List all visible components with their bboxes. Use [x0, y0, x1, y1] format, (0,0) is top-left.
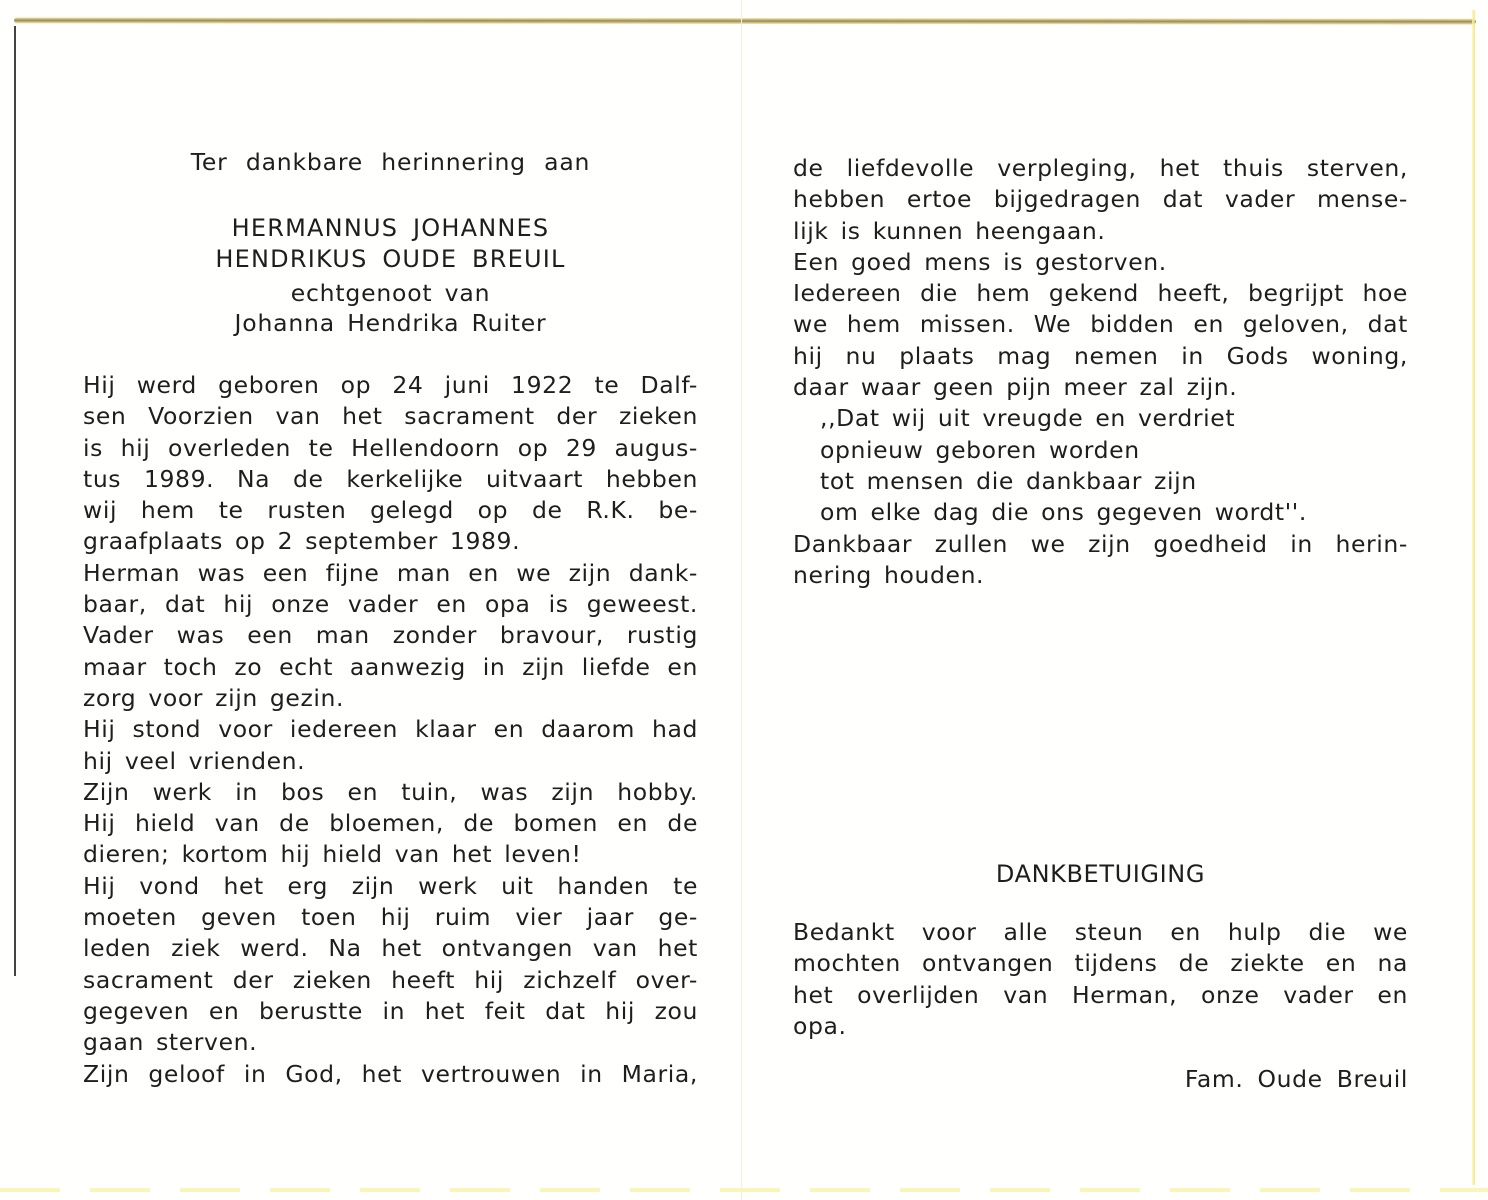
left-line: sacrament der zieken heeft hij zichzelf over- [83, 965, 698, 994]
left-line: tus 1989. Na de kerkelijke uitvaart hebben [83, 464, 698, 493]
left-line: zorg voor zijn gezin. [83, 683, 345, 712]
name-line-1: HERMANNUS JOHANNES [231, 214, 550, 242]
left-line: Hij vond het erg zijn werk uit handen te [83, 871, 698, 900]
intro-text: Ter dankbare herinnering aan [190, 148, 591, 176]
closing-line: Dankbaar zullen we zijn goedheid in herin- [793, 529, 1408, 558]
right-body-text [793, 153, 1408, 591]
left-line: graafplaats op 2 september 1989. [83, 527, 521, 556]
left-line: Zijn werk in bos en tuin, was zijn hobby. [83, 777, 698, 806]
right-line: Een goed mens is gestorven. [793, 247, 1167, 276]
thanks-line: opa. [793, 1011, 847, 1040]
poem-line: om elke dag die ons gegeven wordt''. [820, 498, 1307, 527]
left-line: leden ziek werd. Na het ontvangen van het [83, 934, 698, 963]
right-line: hij nu plaats mag nemen in Gods woning, [793, 341, 1408, 370]
right-line: hebben ertoe bijgedragen dat vader mense- [793, 185, 1408, 214]
thanks-line: Bedankt voor alle steun en hulp die we [793, 918, 1408, 946]
signature: Fam. Oude Breuil [1184, 1065, 1408, 1093]
thanks-line: mochten ontvangen tijdens de ziekte en na [793, 949, 1408, 978]
card-left-edge [14, 26, 16, 976]
right-line: Iedereen die hem gekend heeft, begrijpt hoe [793, 279, 1408, 308]
left-body-text [83, 370, 698, 1090]
thanks-line: het overlijden van Herman, onze vader en [793, 980, 1408, 1009]
left-line: dieren; kortom hij hield van het leven! [83, 840, 582, 869]
spouse-label: echtgenoot van [290, 279, 491, 307]
left-line: hij veel vrienden. [83, 746, 306, 775]
left-line: Vader was een man zonder bravour, rustig [83, 621, 698, 650]
deceased-name [83, 213, 698, 275]
left-line: Hij werd geboren op 24 juni 1922 te Dalf- [83, 371, 698, 399]
left-line: Hij hield van de bloemen, de bomen en de [83, 809, 698, 838]
right-line: we hem missen. We bidden en geloven, dat [793, 310, 1408, 339]
card-right-edge [1472, 10, 1475, 1185]
left-line: Zijn geloof in God, het vertrouwen in Maria, [83, 1059, 698, 1088]
spouse-name: Johanna Hendrika Ruiter [234, 309, 547, 337]
left-line: sen Voorzien van het sacrament der zieken [83, 402, 698, 431]
poem-line: opnieuw geboren worden [820, 435, 1140, 464]
left-line: Herman was een fijne man en we zijn dank- [83, 558, 698, 587]
left-line: baar, dat hij onze vader en opa is geweest. [83, 590, 698, 619]
poem [793, 403, 1408, 528]
right-line: de liefdevolle verpleging, het thuis sterven, [793, 154, 1408, 182]
left-line: is hij overleden te Hellendoorn op 29 augus- [83, 433, 698, 462]
thanks-heading: DANKBETUIGING [995, 860, 1206, 888]
spouse-block [83, 278, 698, 338]
card-fold-line [741, 0, 742, 1200]
left-line: Hij stond voor iedereen klaar en daarom had [83, 715, 698, 744]
card-top-edge [14, 17, 1476, 24]
card-bottom-edge [0, 1188, 1488, 1192]
left-line: gaan sterven. [83, 1028, 258, 1057]
name-line-2: HENDRIKUS OUDE BREUIL [215, 245, 566, 273]
left-line: moeten geven toen hij ruim vier jaar ge- [83, 903, 698, 932]
left-line: maar toch zo echt aanwezig in zijn liefde en [83, 652, 698, 681]
right-line: lijk is kunnen heengaan. [793, 216, 1106, 245]
left-line: gegeven en berustte in het feit dat hij zou [83, 996, 698, 1025]
closing-line: nering houden. [793, 560, 985, 589]
poem-line: tot mensen die dankbaar zijn [820, 466, 1197, 495]
left-line: wij hem te rusten gelegd op de R.K. be- [83, 496, 698, 525]
poem-line: ,,Dat wij uit vreugde en verdriet [820, 404, 1236, 433]
right-line: daar waar geen pijn meer zal zijn. [793, 373, 1238, 402]
thanks-text [793, 917, 1408, 1042]
